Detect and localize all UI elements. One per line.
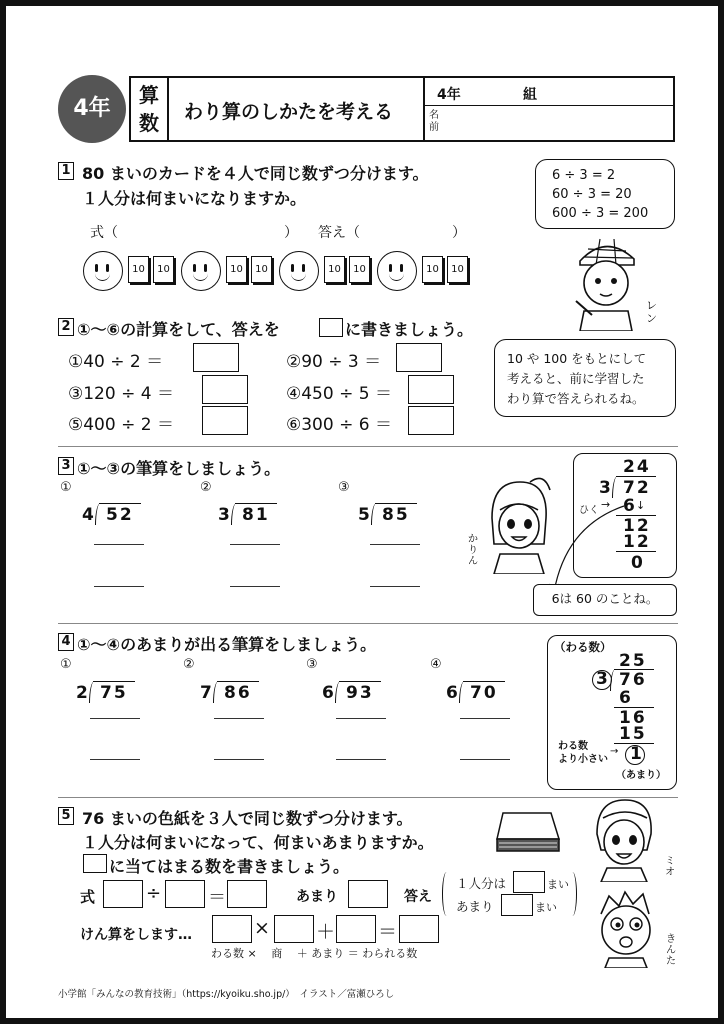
q5-amari-box[interactable] bbox=[348, 880, 388, 908]
example2-remainder: 1 bbox=[630, 744, 642, 764]
division-bar bbox=[217, 681, 259, 682]
kinta-name: き ん た bbox=[666, 934, 676, 967]
q5-per-person: １人分は bbox=[456, 876, 507, 891]
q3-divisor-1: 4 bbox=[82, 505, 94, 525]
q5-shiki-box-3[interactable] bbox=[227, 880, 267, 908]
grade-badge: 4年 bbox=[58, 75, 126, 143]
karin-name: か り ん bbox=[468, 534, 478, 567]
q5-instruction-box bbox=[83, 854, 107, 873]
q5-mai-1: まい bbox=[547, 878, 569, 891]
class-name-divider bbox=[423, 78, 425, 140]
division-bracket bbox=[612, 476, 621, 498]
division-bracket bbox=[89, 681, 98, 703]
division-bar bbox=[93, 681, 135, 682]
question-number-3: 3 bbox=[58, 457, 74, 475]
ren-name: レ ン bbox=[646, 299, 657, 325]
q4-dividend-4: 70 bbox=[470, 683, 498, 703]
example2-note: わる数 より小さい bbox=[558, 741, 608, 765]
q1-shiki-close: ） bbox=[284, 225, 298, 241]
q5-equals-sign: ＝ bbox=[378, 921, 398, 943]
example-step-1: 6 bbox=[623, 496, 635, 516]
example2-step-1: 6 bbox=[619, 688, 631, 708]
q5-check-box-1[interactable] bbox=[212, 915, 252, 943]
q4-label-3: ③ bbox=[306, 657, 318, 672]
q1-line1: 80 まいのカードを４人で同じ数ずつ分けます。 bbox=[82, 164, 429, 183]
example-step-3: 12 bbox=[623, 532, 651, 552]
section-divider bbox=[58, 623, 678, 624]
work-line bbox=[94, 544, 144, 545]
q5-amari-label: あまり bbox=[296, 889, 338, 905]
example2-amari: （あまり） bbox=[616, 770, 666, 781]
q3-divisor-2: 3 bbox=[218, 505, 230, 525]
ren-bubble-line-2: 60 ÷ 3 = 20 bbox=[552, 187, 632, 202]
work-line bbox=[460, 759, 510, 760]
paper-stack-icon bbox=[489, 809, 561, 855]
subject-char-1: 算 bbox=[139, 83, 159, 107]
work-line bbox=[214, 718, 264, 719]
division-bar bbox=[463, 681, 505, 682]
q5-check-label: けん算をします… bbox=[80, 927, 192, 943]
q3-instruction: ①～③の筆算をしましょう。 bbox=[77, 459, 281, 478]
q5-plus-sign: ＋ bbox=[316, 921, 336, 943]
q5-line3: に当てはまる数を書きましょう。 bbox=[109, 857, 350, 876]
worksheet-title: わり算のしかたを考える bbox=[184, 101, 394, 123]
q2-problem-5: ⑤400 ÷ 2 ＝ bbox=[68, 415, 174, 435]
example2-dividend: 76 bbox=[619, 670, 647, 690]
q4-divisor-2: 7 bbox=[200, 683, 212, 703]
q2-instruction-b: に書きましょう。 bbox=[345, 320, 474, 339]
example-quotient: 24 bbox=[623, 457, 651, 477]
example2-quotient: 25 bbox=[619, 651, 647, 671]
division-bracket bbox=[231, 503, 240, 525]
answer-bracket-right bbox=[568, 872, 577, 916]
ren-hint-bubble: 10 や 100 をもとにして 考えると、前に学習した わり算で答えられるね。 bbox=[494, 339, 676, 417]
division-bracket bbox=[213, 681, 222, 703]
card: 10 bbox=[153, 256, 174, 283]
q3-dividend-1: 52 bbox=[106, 505, 134, 525]
q2-answer-box-1[interactable] bbox=[193, 343, 239, 372]
q5-shiki-box-2[interactable] bbox=[165, 880, 205, 908]
q2-answer-box-3[interactable] bbox=[202, 375, 248, 404]
ren-character bbox=[566, 231, 646, 331]
section-divider bbox=[58, 797, 678, 798]
example-divisor: 3 bbox=[599, 478, 611, 498]
division-bar bbox=[99, 503, 141, 504]
section-divider bbox=[58, 446, 678, 447]
division-bar bbox=[235, 503, 277, 504]
q1-answer-field[interactable] bbox=[368, 220, 446, 240]
child-face-2 bbox=[181, 251, 221, 291]
division-bracket bbox=[610, 669, 619, 691]
q2-problem-3: ③120 ÷ 4 ＝ bbox=[68, 384, 174, 404]
q4-dividend-2: 86 bbox=[224, 683, 252, 703]
q4-label-1: ① bbox=[60, 657, 72, 672]
q2-problem-6: ⑥300 ÷ 6 ＝ bbox=[286, 415, 392, 435]
division-bracket bbox=[459, 681, 468, 703]
q5-times-sign: × bbox=[254, 917, 270, 939]
q5-line1: 76 まいの色紙を３人で同じ数ずつ分けます。 bbox=[82, 809, 413, 828]
q4-instruction: ①～④のあまりが出る筆算をしましょう。 bbox=[77, 635, 377, 654]
footer-credit: 小学館「みんなの教育技術」（https://kyoiku.sho.jp/） イラスト／富瀬ひろし bbox=[58, 989, 395, 1000]
ren-bubble-line-3: 600 ÷ 3 = 200 bbox=[552, 206, 649, 221]
name-label: 名 前 bbox=[429, 110, 439, 133]
example-step-2: 12 bbox=[623, 516, 651, 536]
division-bar bbox=[375, 503, 417, 504]
q5-line2: １人分は何まいになって、何まいあまりますか。 bbox=[82, 833, 434, 852]
q4-divisor-4: 6 bbox=[446, 683, 458, 703]
work-line bbox=[336, 718, 386, 719]
kumi-label: 組 bbox=[523, 87, 537, 103]
question-number-1: 1 bbox=[58, 162, 74, 180]
division-bar bbox=[616, 476, 656, 477]
q5-remainder: あまり bbox=[456, 899, 494, 914]
karin-pointer-arrow bbox=[546, 496, 636, 596]
work-line bbox=[370, 586, 420, 587]
q5-shiki-box-1[interactable] bbox=[103, 880, 143, 908]
q2-answer-box-6[interactable] bbox=[408, 406, 454, 435]
q5-check-legend: わる数 × 商 ＋ あまり ＝ わられる数 bbox=[211, 947, 418, 960]
q5-check-box-3[interactable] bbox=[336, 915, 376, 943]
question-number-5: 5 bbox=[58, 807, 74, 825]
q4-divisor-1: 2 bbox=[76, 683, 88, 703]
q3-label-2: ② bbox=[200, 480, 212, 495]
mio-name: ミ オ bbox=[665, 856, 675, 878]
work-line bbox=[230, 586, 280, 587]
q4-divisor-3: 6 bbox=[322, 683, 334, 703]
example2-arrow-icon: → bbox=[610, 746, 619, 757]
child-face-3 bbox=[279, 251, 319, 291]
karin-note-bubble: 6は 60 のことね。 bbox=[533, 584, 677, 616]
q4-label-4: ④ bbox=[430, 657, 442, 672]
q4-dividend-1: 75 bbox=[100, 683, 128, 703]
q2-instruction-a: ①～⑥の計算をして、答えを bbox=[77, 320, 280, 339]
division-bracket bbox=[371, 503, 380, 525]
q4-label-2: ② bbox=[183, 657, 195, 672]
division-bracket bbox=[335, 681, 344, 703]
q3-label-1: ① bbox=[60, 480, 72, 495]
ren-bubble-line-1: 6 ÷ 3 = 2 bbox=[552, 168, 616, 183]
card: 10 bbox=[349, 256, 370, 283]
question-number-4: 4 bbox=[58, 633, 74, 651]
example2-step-2: 16 bbox=[619, 708, 647, 728]
example-dividend: 72 bbox=[623, 478, 651, 498]
bring-down-arrow-icon: ↓ bbox=[636, 499, 646, 512]
q1-answer-close: ） bbox=[452, 225, 466, 241]
work-line bbox=[460, 718, 510, 719]
work-line bbox=[336, 759, 386, 760]
q2-answer-box-2[interactable] bbox=[396, 343, 442, 372]
kinta-character bbox=[591, 888, 661, 968]
q5-div-sign: ÷ bbox=[146, 883, 162, 904]
hiku-label: ひく bbox=[579, 505, 599, 516]
q5-answer-label: 答え bbox=[404, 889, 432, 905]
q1-shiki-field[interactable] bbox=[118, 220, 278, 240]
q3-divisor-3: 5 bbox=[358, 505, 370, 525]
card: 10 bbox=[324, 256, 345, 283]
subject-char-2: 数 bbox=[139, 111, 159, 135]
name-field[interactable] bbox=[446, 108, 670, 138]
q5-mai-2: まい bbox=[535, 901, 557, 914]
answer-bracket-left bbox=[442, 872, 451, 916]
example2-step-3: 15 bbox=[619, 724, 647, 744]
q2-instruction-box bbox=[319, 318, 343, 337]
q5-check-box-2[interactable] bbox=[274, 915, 314, 943]
q1-line2: １人分は何まいになりますか。 bbox=[82, 189, 307, 208]
example2-title: （わる数） bbox=[554, 640, 612, 654]
ren-speech-bubble bbox=[535, 159, 675, 229]
class-label: 4年 bbox=[437, 87, 461, 103]
work-line bbox=[94, 586, 144, 587]
question-number-2: 2 bbox=[58, 318, 74, 336]
q5-eq-sign: ＝ bbox=[208, 887, 226, 908]
q3-dividend-2: 81 bbox=[242, 505, 270, 525]
card: 10 bbox=[226, 256, 247, 283]
q2-problem-4: ④450 ÷ 5 ＝ bbox=[286, 384, 392, 404]
q4-dividend-3: 93 bbox=[346, 683, 374, 703]
example2-divisor: 3 bbox=[596, 669, 608, 689]
q2-problem-1: ①40 ÷ 2 ＝ bbox=[68, 352, 164, 372]
mio-character bbox=[589, 796, 659, 882]
q5-shiki-label: 式 bbox=[80, 888, 96, 906]
work-line bbox=[230, 544, 280, 545]
q3-label-3: ③ bbox=[338, 480, 350, 495]
child-face-4 bbox=[377, 251, 417, 291]
child-face-1 bbox=[83, 251, 123, 291]
card: 10 bbox=[447, 256, 468, 283]
q5-remainder-box[interactable] bbox=[501, 894, 533, 916]
work-line bbox=[90, 759, 140, 760]
q5-check-box-4[interactable] bbox=[399, 915, 439, 943]
q2-answer-box-5[interactable] bbox=[202, 406, 248, 435]
class-row-divider bbox=[423, 105, 673, 106]
subject-cell bbox=[131, 78, 169, 140]
division-bracket bbox=[95, 503, 104, 525]
q5-per-person-box[interactable] bbox=[513, 871, 545, 893]
work-line bbox=[90, 718, 140, 719]
work-line bbox=[370, 544, 420, 545]
example-remainder: 0 bbox=[631, 553, 643, 573]
q1-answer-label: 答え（ bbox=[318, 225, 360, 241]
work-line bbox=[214, 759, 264, 760]
q1-shiki-label: 式（ bbox=[90, 225, 118, 241]
card: 10 bbox=[422, 256, 443, 283]
division-bar bbox=[339, 681, 381, 682]
q2-problem-2: ②90 ÷ 3 ＝ bbox=[286, 352, 382, 372]
hiku-arrow-icon: → bbox=[601, 498, 611, 511]
card: 10 bbox=[128, 256, 149, 283]
q3-dividend-3: 85 bbox=[382, 505, 410, 525]
q2-answer-box-4[interactable] bbox=[408, 375, 454, 404]
card: 10 bbox=[251, 256, 272, 283]
